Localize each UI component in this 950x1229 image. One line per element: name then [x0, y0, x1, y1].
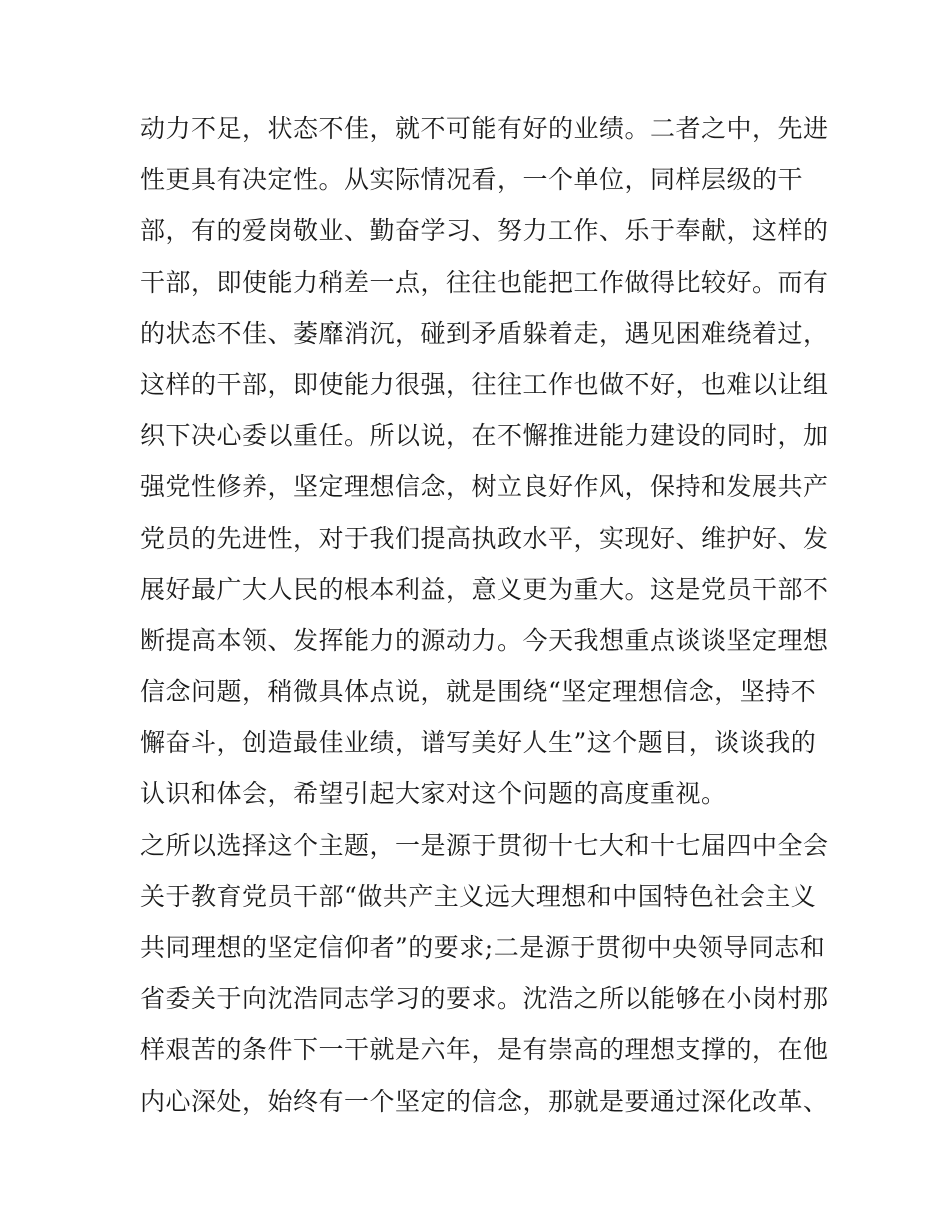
text-line: 强党性修养，坚定理想信念，树立良好作风，保持和发展共产: [140, 472, 829, 502]
text-line: 党员的先进性，对于我们提高执政水平，实现好、维护好、发: [140, 523, 829, 553]
text-line: 共同理想的坚定信仰者”的要求;二是源于贯彻中央领导同志和: [140, 933, 826, 962]
text-line: 这样的干部，即使能力很强，往往工作也做不好，也难以让组: [140, 369, 829, 399]
text-line: 关于教育党员干部“做共产主义远大理想和中国特色社会主义: [140, 881, 817, 911]
text-line: 织下决心委以重任。所以说，在不懈推进能力建设的同时，加: [140, 421, 829, 451]
text-line: 懈奋斗，创造最佳业绩，谱写美好人生”这个题目，谈谈我的: [140, 728, 817, 758]
text-line: 之所以选择这个主题，一是源于贯彻十七大和十七届四中全会: [140, 830, 829, 860]
text-line: 性更具有决定性。从实际情况看，一个单位，同样层级的干: [140, 165, 804, 195]
text-line: 内心深处，始终有一个坚定的信念，那就是要通过深化改革、: [140, 1086, 829, 1116]
text-line: 省委关于向沈浩同志学习的要求。沈浩之所以能够在小岗村那: [140, 984, 829, 1014]
text-line: 动力不足，状态不佳，就不可能有好的业绩。二者之中，先进: [140, 114, 829, 143]
text-line: 样艰苦的条件下一干就是六年，是有崇高的理想支撑的，在他: [140, 1035, 829, 1065]
text-line: 展好最广大人民的根本利益，意义更为重大。这是党员干部不: [140, 574, 829, 604]
text-line: 断提高本领、发挥能力的源动力。今天我想重点谈谈坚定理想: [140, 625, 829, 655]
text-line: 认识和体会，希望引起大家对这个问题的高度重视。: [140, 779, 727, 809]
text-line: 干部，即使能力稍差一点，往往也能把工作做得比较好。而有: [140, 267, 829, 297]
text-line: 的状态不佳、萎靡消沉，碰到矛盾躲着走，遇见困难绕着过，: [140, 318, 829, 348]
text-line: 信念问题，稍微具体点说，就是围绕“坚定理想信念，坚持不: [140, 677, 817, 707]
text-line: 部，有的爱岗敬业、勤奋学习、努力工作、乐于奉献，这样的: [140, 216, 829, 246]
body-text: [140, 103, 829, 1127]
